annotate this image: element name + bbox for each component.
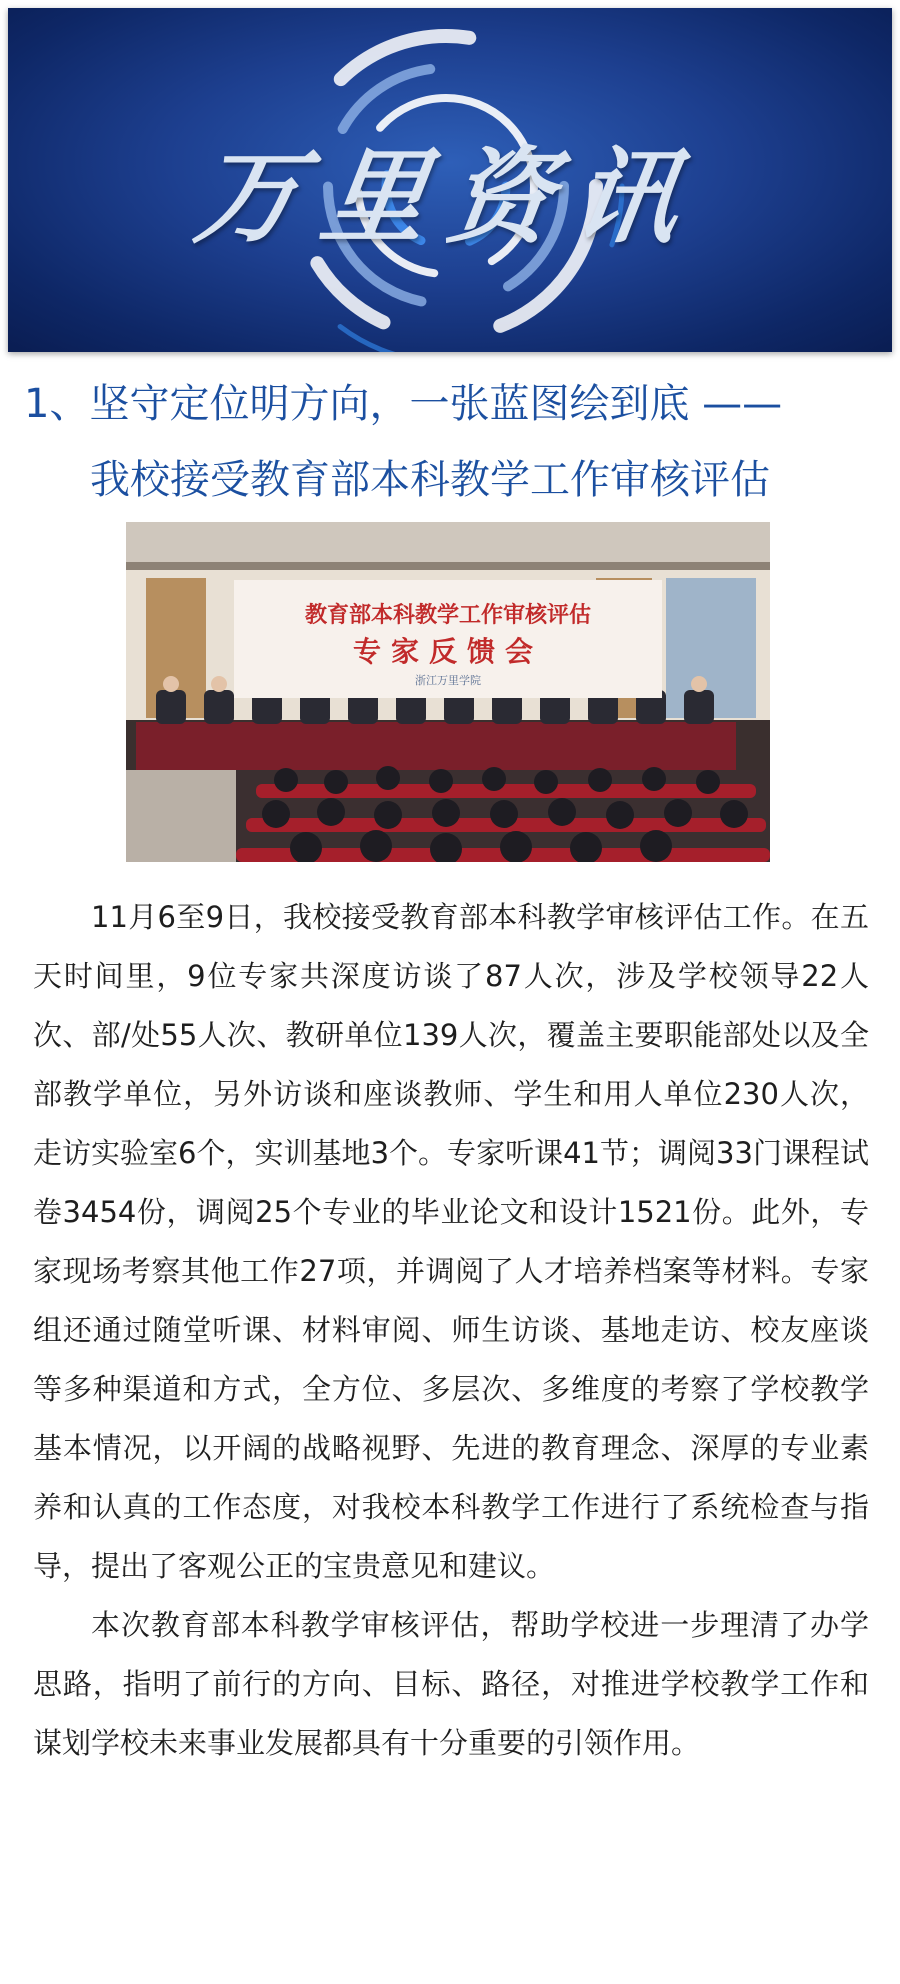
article-paragraph-2: 本次教育部本科教学审核评估，帮助学校进一步理清了办学思路，指明了前行的方向、目标、路径，对推进学校教学工作和谋划学校未来事业发展都具有十分重要的引领作用。 <box>33 1608 869 1760</box>
article-paragraph-1: 11月6至9日，我校接受教育部本科教学审核评估工作。在五天时间里，9位专家共深度访谈了87人次，涉及学校领导22人次、部/处55人次、教研单位139人次，覆盖主要职能部处以及全部教学单位，另外访谈和座谈教师、学生和用人单位230人次，走访实验室6个，实训基地3个。专家听课41节；调阅33门课程试卷3454份，调阅25个专业的毕业论文和设计1521份。此外，专家现场考察其他工作27项，并调阅了人才培养档案等材料。专家组还通过随堂听课、材料审阅、师生访谈、基地走访、校友座谈等多种渠道和方式，全方位、多层次、多维度的考察了学校教学基本情况，以开阔的战略视野、先进的教育理念、深厚的专业素养和认真的工作态度，对我校本科教学工作进行了系统检查与指导，提出了客观公正的宝贵意见和建议。 <box>33 900 869 1583</box>
header-banner <box>8 8 892 352</box>
headline-line-2: 我校接受教育部本科教学工作审核评估 <box>90 457 770 503</box>
meeting-photo <box>126 522 770 862</box>
headline-line-1: 1、坚守定位明方向，一张蓝图绘到底 —— <box>24 381 783 427</box>
article-body <box>33 888 869 1773</box>
backdrop-school-name: 浙江万里学院 <box>415 674 481 687</box>
meeting-backdrop <box>234 580 662 698</box>
backdrop-subtitle: 专家反馈会 <box>352 635 543 668</box>
banner-title: 万里资讯 <box>188 135 710 258</box>
backdrop-title: 教育部本科教学工作审核评估 <box>304 602 591 628</box>
